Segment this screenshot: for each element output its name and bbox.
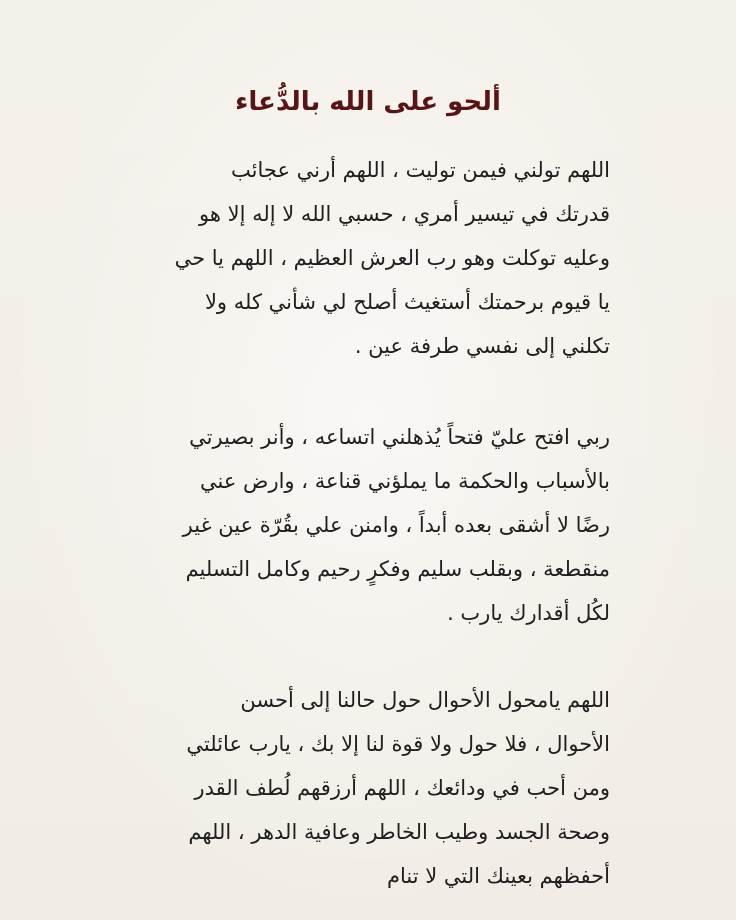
paragraph-line: ومن أحب في ودائعك ، اللهم أرزقهم لُطف القدر — [194, 776, 610, 800]
paragraph-line: تكلني إلى نفسي طرفة عين . — [354, 334, 610, 358]
paragraph-line: يا قيوم برحمتك أستغيث أصلح لي شأني كله ولا — [204, 290, 610, 314]
dua-paragraph-3 — [110, 678, 610, 898]
page-title: ألحو على الله بالدُّعاء — [235, 87, 501, 117]
paragraph-line: قدرتك في تيسير أمري ، حسبي الله لا إله إلا هو — [199, 202, 610, 226]
paragraph-line: بالأسباب والحكمة ما يملؤني قناعة ، وارض عني — [200, 469, 610, 493]
paragraph-line: رضًا لا أشقى بعده أبداً ، وامنن علي بقُرّة عين غير — [182, 513, 610, 537]
paragraph-line: اللهم تولني فيمن توليت ، اللهم أرني عجائب — [231, 158, 610, 182]
paragraph-line: وصحة الجسد وطيب الخاطر وعافية الدهر ، اللهم — [188, 820, 610, 844]
dua-paragraph-1 — [110, 148, 610, 368]
paragraph-line: اللهم يامحول الأحوال حول حالنا إلى أحسن — [240, 688, 610, 712]
paragraph-line: أحفظهم بعينك التي لا تنام — [386, 864, 610, 888]
paragraph-line: وعليه توكلت وهو رب العرش العظيم ، اللهم يا حي — [174, 246, 610, 270]
paragraph-line: منقطعة ، وبقلب سليم وفكرٍ رحيم وكامل التسليم — [185, 557, 610, 581]
paragraph-line: ربي افتح عليّ فتحاً يُذهلني اتساعه ، وأنر بصيرتي — [189, 425, 610, 449]
paragraph-line: الأحوال ، فلا حول ولا قوة لنا إلا بك ، يارب عائلتي — [186, 732, 610, 756]
paragraph-line: لكُل أقدارك يارب . — [447, 601, 610, 625]
dua-paragraph-2 — [110, 415, 610, 635]
